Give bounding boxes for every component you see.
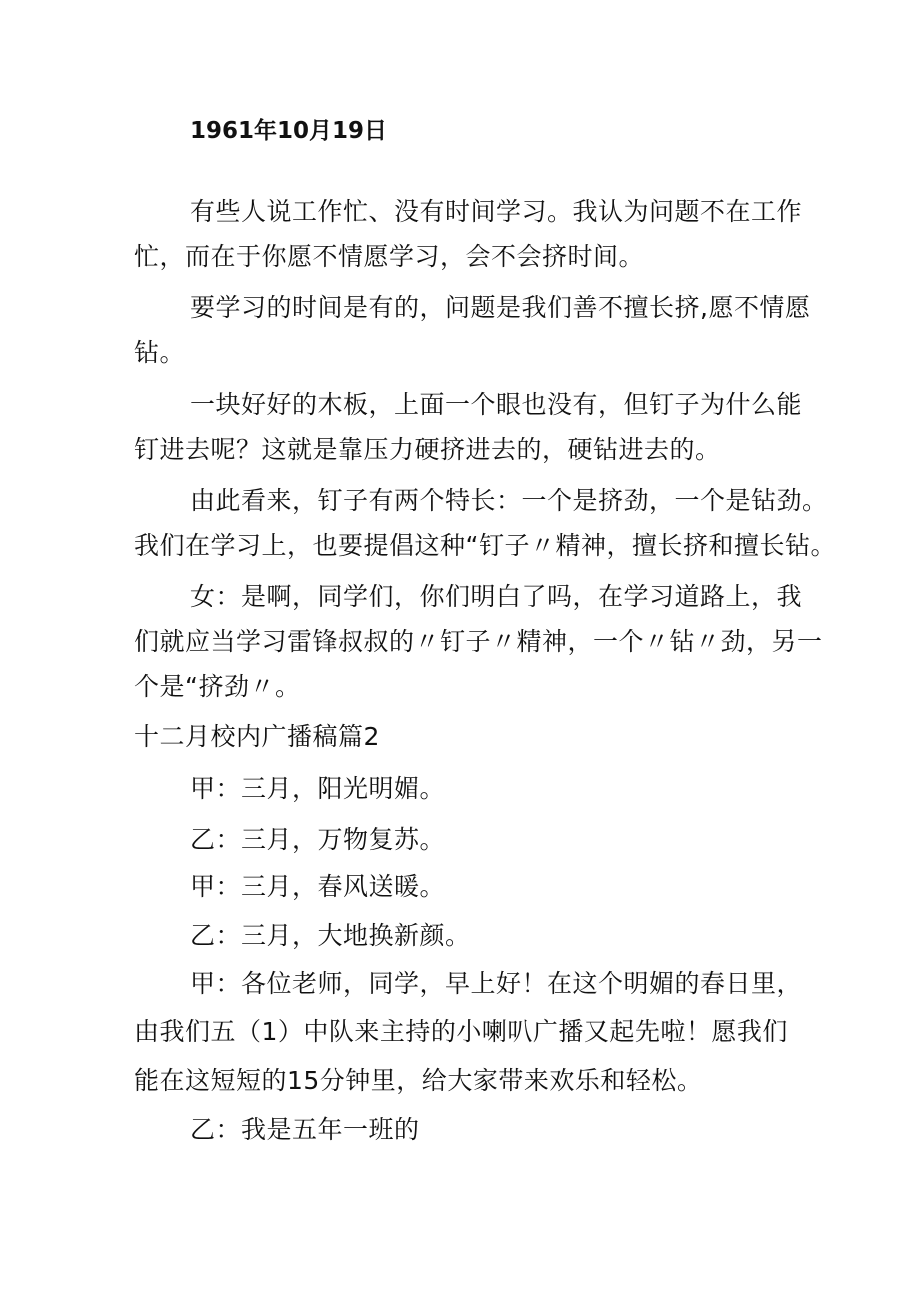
paragraph-line: 一块好好的木板，上面一个眼也没有，但钉子为什么能	[190, 390, 803, 419]
paragraph-line: 们就应当学习雷锋叔叔的〃钉子〃精神，一个〃钻〃劲，另一	[134, 627, 823, 656]
paragraph-line: 有些人说工作忙、没有时间学习。我认为问题不在工作	[190, 197, 803, 226]
dialogue-text: 乙：三月，万物复苏。	[190, 825, 446, 854]
dialogue-text: 能在这短短的15分钟里，给大家带来欢乐和轻松。	[134, 1066, 703, 1095]
dialogue-text: 乙：我是五年一班的	[190, 1115, 420, 1144]
dialogue-text: 由我们五（1）中队来主持的小喇叭广播又起先啦！愿我们	[134, 1017, 788, 1046]
paragraph-line: 我们在学习上，也要提倡这种“钉子〃精神，擅长挤和擅长钻。	[134, 531, 836, 560]
paragraph-line: 个是“挤劲〃。	[134, 672, 301, 701]
dialogue-text: 甲：各位老师，同学，早上好！在这个明媚的春日里，	[190, 969, 803, 998]
paragraph-line: 钻。	[134, 338, 186, 367]
paragraph-line: 女：是啊，同学们，你们明白了吗，在学习道路上，我	[190, 582, 803, 611]
section-title: 十二月校内广播稿篇2	[134, 722, 380, 751]
paragraph-line: 忙，而在于你愿不情愿学习，会不会挤时间。	[134, 242, 645, 271]
paragraph-line: 钉进去呢？这就是靠压力硬挤进去的，硬钻进去的。	[134, 435, 721, 464]
dialogue-text: 乙：三月，大地换新颜。	[190, 921, 471, 950]
paragraph-line: 要学习的时间是有的，问题是我们善不擅长挤,愿不情愿	[190, 293, 811, 322]
dialogue-text: 甲：三月，春风送暖。	[190, 872, 446, 901]
date-line: 1961年10月19日	[190, 118, 388, 144]
paragraph-line: 由此看来，钉子有两个特长：一个是挤劲，一个是钻劲。	[190, 486, 828, 515]
dialogue-text: 甲：三月，阳光明媚。	[190, 774, 446, 803]
